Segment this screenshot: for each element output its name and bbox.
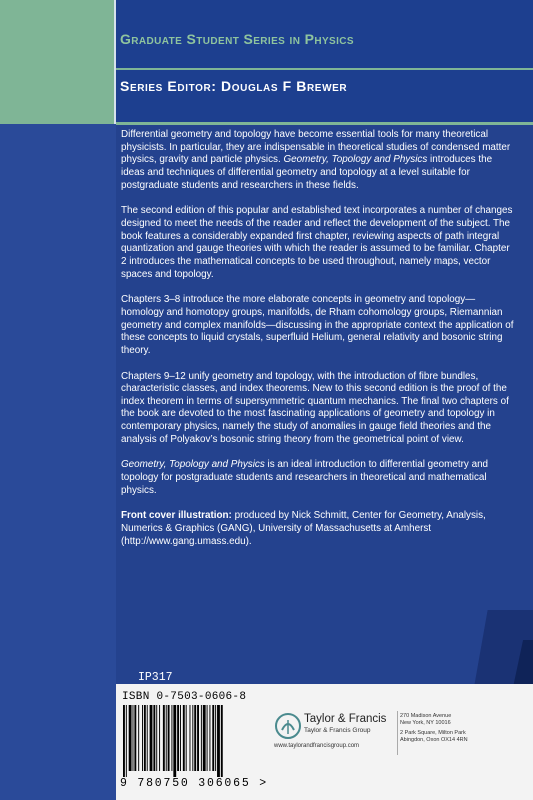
barcode-bar — [159, 705, 160, 771]
barcode-bar — [173, 705, 176, 777]
isbn-label: ISBN 0-7503-0606-8 — [122, 691, 247, 703]
barcode-bar — [194, 705, 196, 771]
barcode-bar — [126, 705, 127, 777]
publisher-divider — [397, 711, 398, 755]
header-divider-line — [114, 0, 116, 124]
paragraph-chapters-9-12: Chapters 9–12 unify geometry and topology, with the introduction of fibre bundles, characteristic classes, and index theorems. New to this second edition is the proof of the index theorem in terms of supersymmetric quantum mechanics. The final two chapters of the book are devoted to the most fascinating applications of geometry and topology in contemporary physics, namely the study of anomalies in gauge field theories and the analysis of Polyakov’s bosonic string theory from the geometrical point of view. — [121, 370, 509, 445]
barcode-digits: 9 780750 306065 > — [120, 777, 268, 790]
corner-green-block — [0, 0, 116, 124]
blurb-text — [121, 129, 516, 561]
paragraph-chapters-3-8: Chapters 3–8 introduce the more elaborate concepts in geometry and topology—homology and homotopy groups, manifolds, de Rham cohomology groups, Riemannian geometry and complex manifolds—discussing in the appropriate context the application of these concepts to liquid crystals, superfluid Helium, general relativity and bosonic string theory. — [121, 294, 514, 356]
address-line: Abingdon, Oxon OX14 4RN — [400, 737, 468, 743]
barcode-bar — [190, 705, 191, 771]
barcode-bar — [144, 705, 146, 771]
barcode-bar — [207, 705, 208, 771]
series-editor: Series Editor: Douglas F Brewer — [120, 78, 348, 94]
barcode-bar — [197, 705, 199, 771]
paragraph-second-edition: The second edition of this popular and established text incorporates a number of changes designed to meet the needs of the reader and reflect the development of the subject. The book features a considerably expanded first chapter, reviewing aspects of path integral quantization and gauge theories with which the reader is assumed to be familiar. Chapter 2 introduces the mathematical concepts to be used throughout, namely maps, vector spaces and topology. — [121, 205, 513, 280]
taylor-francis-logo-icon — [274, 712, 302, 740]
barcode-bar — [171, 705, 172, 771]
barcode-bar — [163, 705, 165, 771]
paragraph-cover-credit: Front cover illustration: produced by Nick Schmitt, Center for Geometry, Analysis, Numerics & Graphics (GANG), University of Massachusetts at Amherst (http://www.gang.umass.edu). — [121, 510, 486, 547]
address-line: New York, NY 10016 — [400, 720, 451, 726]
left-margin-strip — [0, 124, 116, 800]
publisher-name: Taylor & Francis — [304, 713, 387, 725]
barcode-bar — [217, 705, 220, 777]
header-rule-bottom — [116, 122, 533, 125]
barcode-bar — [123, 705, 125, 777]
barcode-bar — [212, 705, 214, 771]
series-header — [116, 0, 533, 124]
barcode-bar — [221, 705, 223, 777]
address-line: 270 Madison Avenue — [400, 713, 452, 719]
barcode-image — [121, 705, 260, 780]
address-line: 2 Park Square, Milton Park — [400, 730, 466, 736]
barcode-bar — [203, 705, 206, 771]
barcode-bar — [201, 705, 202, 771]
product-code: IP317 — [138, 671, 173, 684]
barcode-bar — [166, 705, 167, 771]
publisher-group: Taylor & Francis Group — [304, 727, 371, 734]
publisher-url: www.taylorandfrancisgroup.com — [274, 743, 360, 749]
barcode-bar — [138, 705, 139, 771]
barcode-bar — [215, 705, 216, 771]
paragraph-summary: Geometry, Topology and Physics is an ideal introduction to differential geometry and topology for postgraduate students and researchers in theoretical and mathematical physics. — [121, 459, 489, 496]
barcode-bar — [168, 705, 170, 771]
barcode-bar — [150, 705, 153, 771]
header-rule-top — [116, 68, 533, 70]
barcode-bar — [209, 705, 210, 771]
publisher-address — [400, 713, 490, 744]
paragraph-intro: Differential geometry and topology have become essential tools for many theoretical physicists. In particular, they are indispensable in theoretical studies of condensed matter physics, gravity and particle physics. Geometry, Topology and Physics introduces the ideas and techniques of differential geometry and topology at a level suitable for postgraduate students and researchers in these fields. — [121, 129, 511, 191]
barcode-bar — [192, 705, 193, 771]
barcode-bar — [183, 705, 185, 771]
barcode-bar — [134, 705, 136, 771]
barcode-bar — [186, 705, 187, 771]
barcode-bar — [142, 705, 143, 771]
barcode-bar — [147, 705, 148, 771]
barcode-bar — [133, 705, 134, 771]
series-title: Graduate Student Series in Physics — [120, 31, 354, 47]
barcode-bar — [177, 705, 179, 771]
barcode-bar — [180, 705, 181, 771]
barcode-bar — [156, 705, 157, 771]
barcode-bar — [129, 705, 132, 771]
barcode-bar — [153, 705, 155, 771]
